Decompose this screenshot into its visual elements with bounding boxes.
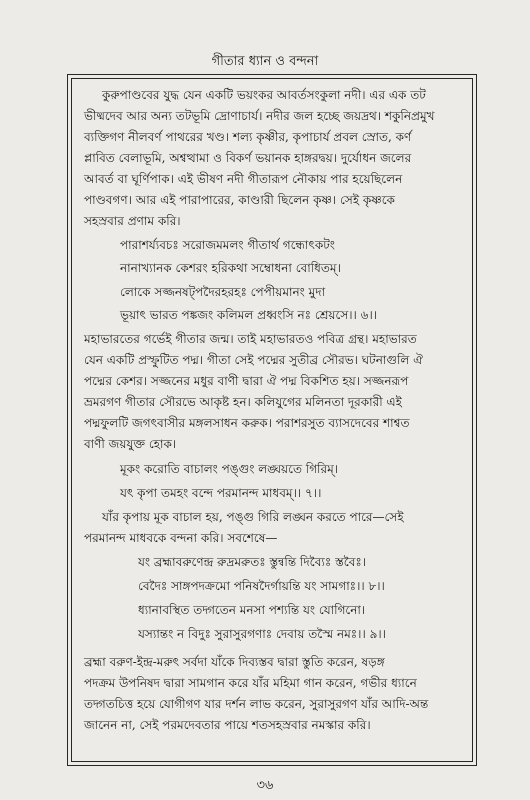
sanskrit-verse-line: লোকে সজ্জনষট্‌পদৈরহরহঃ পেপীয়মানং মুদা [120,285,326,299]
sanskrit-verse-line: ধ্যানাবস্থিত তদ্গতেন মনসা পশ্যন্তি যং যোগিনো। [138,603,366,617]
sanskrit-verse-line: বেদৈঃ সাঙ্গপদক্রমো পনিষদৈর্গায়ন্তি যং সামগাঃ।। ৮।। [138,579,385,593]
page-number: ৩৬ [256,778,274,793]
paragraph-line: পদক্রম উপনিষদ দ্বারা সামগান করে যাঁর মহিমা গান করেন, গভীর ধ্যানে [84,676,417,690]
sanskrit-verse-line: যং ব্রহ্মাবরুণেন্দ্র রুদ্রমরুতঃ স্তুন্বন্তি দিব্যৈঃ স্তবৈঃ। [138,555,367,569]
paragraph-line: ব্রহ্মা বরুণ-ইন্দ্র-মরুৎ সর্বদা যাঁকে দিব্যস্তব দ্বারা স্তুতি করেন, ষড়ঙ্গ [84,655,385,669]
paragraph-line: পরমানন্দ মাধবকে বন্দনা করি। সবশেষে— [84,531,278,545]
paragraph-line: জানেন না, সেই পরমদেবতার পায়ে শতসহস্রবার নমস্কার করি। [84,718,371,732]
sanskrit-verse-line: যস্যান্তং ন বিদুঃ সুরাসুরগণাঃ দেবায় তস্মৈ নমঃ।। ৯।। [138,627,386,641]
paragraph-line: তদ্গতচিত্ত হয়ে যোগীগণ যার দর্শন লাভ করেন, সুরাসুরগণ যাঁর আদি-অন্ত [84,697,429,711]
sanskrit-verse-line: পারাশর্য্যবচঃ সরোজমমলং গীতার্থ গন্ধোৎকটং [120,238,335,252]
sanskrit-verse-line: নানাখ্যানক কেশরং হরিকথা সম্বোধনা বোধিতম্। [120,261,341,275]
paragraph-line: যেন একটি প্রস্ফুটিত পদ্ম। গীতা সেই পদ্মের সুতীব্র সৌরভ। ঘটনাগুলি ঐ [84,353,423,367]
paragraph-line: ব্যক্তিগণ নীলবর্ণ পাথরের খণ্ড। শল্য কৃষ্ণীর, কৃপাচার্য প্রবল স্রোত, কর্ণ [84,130,412,144]
paragraph-line: সহস্রবার প্রণাম করি। [84,214,181,228]
paragraph-line: মহাভারতের গর্ভেই গীতার জন্ম। তাই মহাভারতও পবিত্র গ্রন্থ। মহাভারত [84,332,417,346]
paragraph-line: ভীষ্মদেব আর অন্য তটভূমি দ্রোণাচার্য। নদীর জল হচ্ছে জয়দ্রথ। শকুনিপ্রমুখ [84,109,435,123]
paragraph-line: কুরুপাণ্ডবের যুদ্ধ যেন একটি ভয়ংকর আবর্তসংকুলা নদী। এর এক তট [102,88,426,102]
paragraph-line: প্লাবিত বেলাভূমি, অশ্বত্থামা ও বিকর্ণ ভয়ানক হাঙ্গরদ্বয়। দুর্যোধন জলের [84,151,412,165]
paragraph-line: বাণী জয়যুক্ত হোক। [84,437,177,451]
sanskrit-verse-line: মূকং করোতি বাচালং পঙ্গুং লঙ্ঘয়তে গিরিম্। [120,462,339,476]
running-header: গীতার ধ্যান ও বন্দনা [211,54,319,69]
sanskrit-verse-line: যৎ কৃপা তমহং বন্দে পরমানন্দ মাধবম্।। ৭।। [120,486,322,500]
paragraph-line: পাণ্ডবগণ। আর এই পারাপারের, কাণ্ডারী ছিলেন কৃষ্ণ। সেই কৃষ্ণকে [84,193,395,207]
paragraph-line: আবর্ত বা ঘূর্ণিপাক। এই ভীষণ নদী গীতারূপ নৌকায় পার হয়েছিলেন [84,172,403,186]
paragraph-line: যাঁর কৃপায় মূক বাচাল হয়, পঙ্গু গিরি লঙ্ঘন করতে পারে—সেই [102,510,404,524]
paragraph-line: পদ্মের কেশর। সজ্জনের মধুর বাণী দ্বারা ঐ পদ্ম বিকশিত হয়। সজ্জনরূপ [84,374,409,388]
paragraph-line: পদ্মফুলটি জগৎবাসীর মঙ্গলসাধন করুক। পরাশরসুত ব্যাসদেবের শাশ্বত [84,416,410,430]
sanskrit-verse-line: ভূয়াৎ ভারত পঙ্কজং কলিমল প্রধ্বংসি নঃ শ্রেয়সে।। ৬।। [120,308,378,322]
paragraph-line: ভ্রমরগণ গীতার সৌরভে আকৃষ্ট হন। কলিযুগের মলিনতা দূরকারী এই [84,395,402,409]
